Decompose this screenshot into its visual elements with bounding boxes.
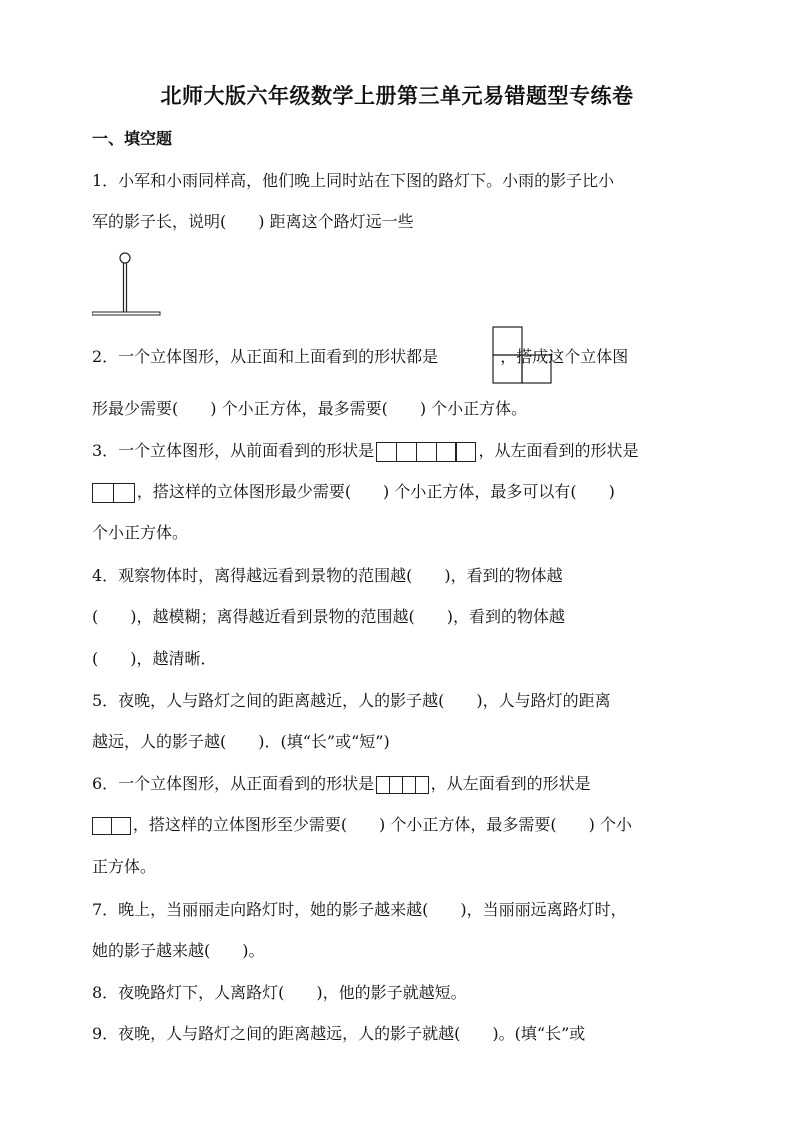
question-3-text-line-2: ，搭这样的立体图形最少需要( ) 个小正方体，最多可以有( ) [136, 482, 615, 501]
front-view-five-squares [376, 442, 476, 462]
page-title: 北师大版六年级数学上册第三单元易错题型专练卷 [160, 84, 634, 108]
question-3-text-before: 3．一个立体图形，从前面看到的形状是 [92, 441, 375, 460]
question-6-line-3: 正方体。 [92, 857, 157, 876]
question-6-text-before: 6．一个立体图形，从正面看到的形状是 [92, 774, 375, 793]
question-4-line-2: ( )，越模糊；离得越近看到景物的范围越( )，看到的物体越 [92, 607, 565, 626]
front-view-four-squares [376, 776, 428, 794]
question-2-text-before: 2．一个立体图形，从正面和上面看到的形状都是 [92, 347, 439, 366]
question-3-line-2 [92, 481, 615, 503]
section-heading: 一、填空题 [92, 129, 173, 148]
left-view-two-squares [92, 483, 135, 503]
question-3-text-after: ，从左面看到的形状是 [478, 441, 639, 460]
question-9-line: 9．夜晚，人与路灯之间的距离越远，人的影子就越( )。(填“长”或 [92, 1024, 586, 1043]
question-6-line-2 [92, 814, 632, 836]
street-lamp-figure [92, 248, 162, 320]
question-1-line-2: 军的影子长，说明( ) 距离这个路灯远一些 [92, 212, 414, 231]
left-view-two-squares-q6 [92, 817, 131, 835]
question-2-line-2: 形最少需要( ) 个小正方体，最多需要( ) 个小正方体。 [92, 399, 528, 418]
question-6-line-1 [92, 773, 591, 795]
question-4-line-1: 4．观察物体时，离得越远看到景物的范围越( )，看到的物体越 [92, 566, 563, 585]
question-7-line-2: 她的影子越来越( )。 [92, 941, 265, 960]
question-5-line-2: 越远，人的影子越( )．(填“长”或“短”) [92, 732, 390, 751]
question-3-line-1 [92, 440, 638, 462]
question-8-line: 8．夜晚路灯下，人离路灯( )，他的影子就越短。 [92, 983, 467, 1002]
question-6-text-line-2: ，搭这样的立体图形至少需要( ) 个小正方体，最多需要( ) 个小 [132, 815, 632, 834]
question-3-line-3: 个小正方体。 [92, 523, 189, 542]
question-1-line-1: 1．小军和小雨同样高，他们晚上同时站在下图的路灯下。小雨的影子比小 [92, 171, 615, 190]
question-2-text-after: ，搭成这个立体图 [500, 347, 629, 366]
l-shape-figure [492, 326, 552, 384]
question-7-line-1: 7．晚上，当丽丽走向路灯时，她的影子越来越( )，当丽丽远离路灯时， [92, 900, 627, 919]
question-6-text-after: ，从左面看到的形状是 [430, 774, 591, 793]
question-4-line-3: ( )，越清晰． [92, 649, 217, 668]
question-5-line-1: 5．夜晚，人与路灯之间的距离越近，人的影子越( )，人与路灯的距离 [92, 691, 611, 710]
